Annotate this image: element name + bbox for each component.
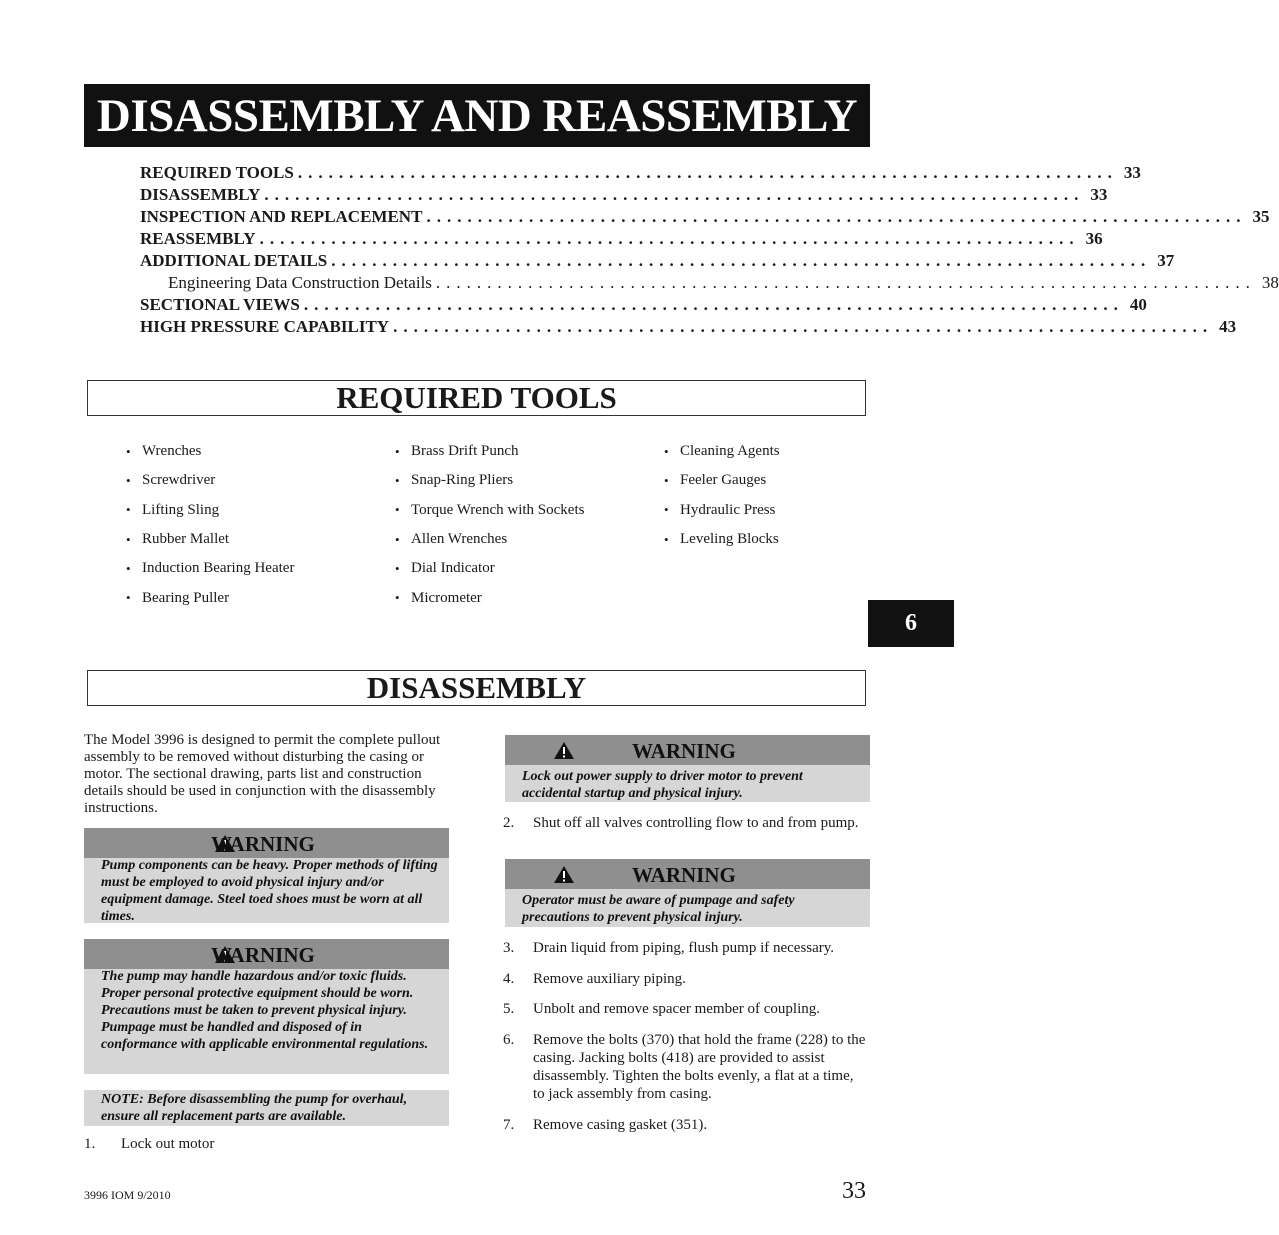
step-text: Shut off all valves controlling flow to and from pump. [533, 815, 859, 831]
disassembly-heading: DISASSEMBLY [366, 670, 587, 705]
toc-entry-label: REASSEMBLY [140, 229, 256, 248]
bullet-icon: • [126, 472, 131, 488]
toc-entry-page: 33 [1090, 185, 1108, 204]
tool-list-item [126, 437, 366, 466]
tool-name: Allen Wrenches [411, 531, 508, 548]
step-text: Remove the bolts (370) that hold the frame (228) to the casing. Jacking bolts (418) are provided to assist disassembly. Tighten the bolts evenly, a flat at a time, to jack assembly from casing. [533, 1032, 866, 1102]
tool-list-item [664, 496, 904, 525]
warning-text: Operator must be aware of pumpage and safety precautions to prevent physical injury. [522, 893, 795, 925]
toc-entry[interactable] [140, 251, 1175, 273]
bullet-icon: • [395, 560, 400, 576]
tool-list-item [664, 466, 904, 495]
tool-list-item [395, 496, 635, 525]
toc-entry-page: 35 [1252, 207, 1270, 226]
toc-entry[interactable] [140, 229, 1103, 251]
step-item [503, 939, 868, 957]
toc-entry-label: REQUIRED TOOLS [140, 163, 294, 182]
warning-text: The pump may handle hazardous and/or toxic fluids. Proper personal protective equipment should be worn. Precautions must be taken to prevent physical injury. Pumpage must be handled and disposed of in conformance with applicable environmental regulations. [101, 969, 429, 1052]
tool-name: Lifting Sling [142, 501, 220, 518]
warning-box-operator [505, 859, 870, 927]
warning-header [84, 939, 449, 969]
tools-column-2 [395, 437, 635, 613]
chapter-title-bar [84, 84, 870, 147]
step-text: Remove auxiliary piping. [533, 971, 686, 987]
warning-triangle-icon [553, 741, 575, 760]
tool-name: Bearing Puller [142, 589, 230, 606]
toc-entry-label: DISASSEMBLY [140, 185, 261, 204]
tool-list-item [395, 437, 635, 466]
warning-box-heavy [84, 828, 449, 923]
warning-label: WARNING [211, 832, 315, 856]
toc-entry-page: 37 [1157, 251, 1175, 270]
tool-name: Cleaning Agents [680, 443, 780, 460]
bullet-icon: • [395, 472, 400, 488]
warning-triangle-icon [553, 865, 575, 884]
document-reference: 3996 IOM 9/2010 [84, 1188, 171, 1202]
disassembly-header [87, 670, 866, 706]
tool-list-item [664, 525, 904, 554]
toc-leader-dots: ................................................................................ [393, 317, 1214, 336]
required-tools-heading: REQUIRED TOOLS [336, 380, 617, 415]
tool-list-item [395, 525, 635, 554]
toc-entry-page: 43 [1219, 317, 1237, 336]
toc-entry-label: INSPECTION AND REPLACEMENT [140, 207, 423, 226]
toc-entry-page: 38 [1261, 273, 1279, 292]
toc-entry-page: 36 [1085, 229, 1103, 248]
tools-column-3 [664, 437, 904, 554]
warning-label: WARNING [632, 863, 736, 887]
toc-entry-page: 40 [1129, 295, 1147, 314]
tool-name: Dial Indicator [411, 560, 495, 577]
step-number: 5. [503, 1001, 515, 1017]
warning-header [505, 859, 870, 889]
page-number: 33 [842, 1178, 866, 1204]
bullet-icon: • [395, 443, 400, 459]
note-text: NOTE: Before disassembling the pump for overhaul, ensure all replacement parts are available. [101, 1092, 408, 1124]
step-text: Remove casing gasket (351). [533, 1117, 708, 1133]
bullet-icon: • [126, 560, 131, 576]
bullet-icon: • [395, 502, 400, 518]
bullet-icon: • [126, 502, 131, 518]
warning-header [505, 735, 870, 765]
tool-name: Snap-Ring Pliers [411, 472, 514, 489]
tool-list-item [664, 437, 904, 466]
step-number: 3. [503, 940, 515, 956]
table-of-contents [140, 163, 1279, 339]
toc-leader-dots: ................................................................................ [426, 207, 1247, 226]
bullet-icon: • [126, 443, 131, 459]
tool-name: Torque Wrench with Sockets [411, 501, 585, 518]
bullet-icon: • [664, 472, 669, 488]
step-number: 1. [84, 1136, 96, 1152]
warning-text: Pump components can be heavy. Proper methods of lifting must be employed to avoid physical injury and/or equipment damage. Steel toed shoes must be worn at all times. [101, 858, 438, 924]
toc-entry-label: HIGH PRESSURE CAPABILITY [140, 317, 390, 336]
warning-header [84, 828, 449, 858]
tools-column-1 [126, 437, 366, 613]
step-number: 4. [503, 971, 515, 987]
tool-list-item [395, 466, 635, 495]
bullet-icon: • [395, 590, 400, 606]
warning-box-lockout [505, 735, 870, 802]
chapter-tab [868, 600, 954, 647]
tool-name: Induction Bearing Heater [142, 560, 295, 577]
toc-entry[interactable] [140, 295, 1147, 317]
tool-list-item [395, 554, 635, 583]
warning-label: WARNING [632, 739, 736, 763]
step-number: 2. [503, 815, 515, 831]
toc-entry-label: SECTIONAL VIEWS [140, 295, 300, 314]
tool-name: Feeler Gauges [680, 472, 767, 489]
warning-label: WARNING [211, 943, 315, 967]
toc-entry[interactable] [140, 163, 1141, 185]
step-item [503, 970, 868, 988]
step-text: Drain liquid from piping, flush pump if necessary. [533, 940, 835, 956]
warning-box-hazardous [84, 939, 449, 1074]
bullet-icon: • [126, 531, 131, 547]
tool-name: Screwdriver [142, 472, 216, 489]
step-item [503, 1031, 868, 1103]
tool-name: Rubber Mallet [142, 531, 230, 548]
toc-entry[interactable] [140, 185, 1108, 207]
intro-paragraph: The Model 3996 is designed to permit the complete pullout assembly to be removed without disturbing the casing or motor. The sectional drawing, parts list and construction details should be used in conjunction with the disassembly instructions. [84, 732, 441, 816]
toc-entry[interactable] [140, 317, 1237, 339]
toc-leader-dots: ................................................................................ [303, 295, 1124, 314]
tool-name: Hydraulic Press [680, 501, 776, 518]
toc-entry-label: Engineering Data Construction Details [168, 273, 432, 292]
toc-entry[interactable] [140, 273, 1279, 295]
toc-entry-page: 33 [1123, 163, 1141, 182]
bullet-icon: • [664, 443, 669, 459]
note-box [84, 1090, 449, 1126]
toc-leader-dots: ................................................................................ [297, 163, 1118, 182]
required-tools-header [87, 380, 866, 416]
bullet-icon: • [126, 590, 131, 606]
toc-leader-dots: ................................................................................ [259, 229, 1080, 248]
step-text: Lock out motor [121, 1136, 215, 1152]
bullet-icon: • [664, 502, 669, 518]
chapter-title: DISASSEMBLY AND REASSEMBLY [96, 89, 858, 142]
warning-text: Lock out power supply to driver motor to prevent accidental startup and physical injury. [522, 769, 803, 801]
toc-entry[interactable] [140, 207, 1270, 229]
tool-name: Leveling Blocks [680, 531, 779, 548]
toc-entry-label: ADDITIONAL DETAILS [140, 251, 328, 270]
step-item [503, 814, 863, 832]
tool-list-item [126, 466, 366, 495]
chapter-number: 6 [905, 610, 917, 636]
step-item [503, 1000, 868, 1018]
step-number: 6. [503, 1032, 515, 1048]
step-item [84, 1135, 444, 1153]
bullet-icon: • [664, 531, 669, 547]
step-item [503, 1116, 868, 1134]
tool-list-item [126, 525, 366, 554]
tool-list-item [395, 583, 635, 612]
toc-leader-dots: ................................................................................ [435, 273, 1256, 292]
tool-name: Wrenches [142, 443, 202, 460]
bullet-icon: • [395, 531, 400, 547]
tool-list-item [126, 496, 366, 525]
step-number: 7. [503, 1117, 515, 1133]
tool-name: Brass Drift Punch [411, 443, 519, 460]
tool-name: Micrometer [411, 589, 482, 606]
step-text: Unbolt and remove spacer member of coupling. [533, 1001, 820, 1017]
tool-list-item [126, 554, 366, 583]
toc-leader-dots: ................................................................................ [331, 251, 1152, 270]
toc-leader-dots: ................................................................................ [264, 185, 1085, 204]
tool-list-item [126, 583, 366, 612]
